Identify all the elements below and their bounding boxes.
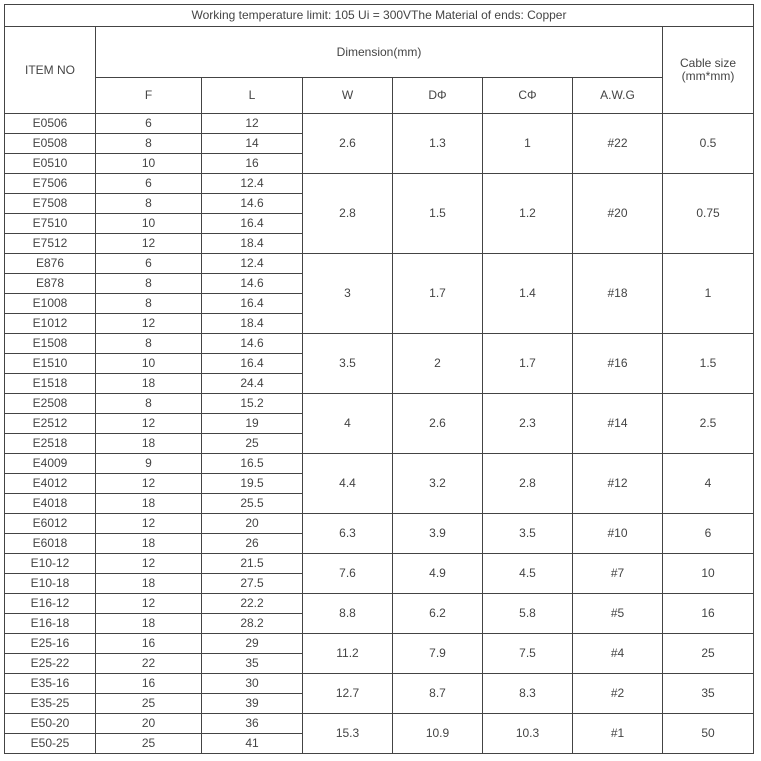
l-cell: 16.4 (202, 294, 303, 314)
l-cell: 27.5 (202, 574, 303, 594)
cable-size-cell: 50 (663, 714, 754, 754)
item-no-cell: E25-22 (5, 654, 96, 674)
c-cell: 8.3 (483, 674, 573, 714)
item-no-cell: E878 (5, 274, 96, 294)
item-no-cell: E16-18 (5, 614, 96, 634)
item-no-cell: E0506 (5, 114, 96, 134)
header-cable-size-line1: Cable size (679, 56, 737, 70)
d-cell: 8.7 (393, 674, 483, 714)
f-cell: 8 (96, 294, 202, 314)
awg-cell: #7 (573, 554, 663, 594)
table-row (5, 454, 754, 474)
item-no-cell: E10-12 (5, 554, 96, 574)
f-cell: 8 (96, 394, 202, 414)
awg-cell: #18 (573, 254, 663, 334)
f-cell: 18 (96, 574, 202, 594)
item-no-cell: E876 (5, 254, 96, 274)
d-cell: 3.2 (393, 454, 483, 514)
awg-cell: #10 (573, 514, 663, 554)
awg-cell: #16 (573, 334, 663, 394)
table-row (5, 174, 754, 194)
w-cell: 2.6 (303, 114, 393, 174)
l-cell: 14.6 (202, 334, 303, 354)
f-cell: 18 (96, 534, 202, 554)
cable-size-cell: 10 (663, 554, 754, 594)
l-cell: 29 (202, 634, 303, 654)
d-cell: 10.9 (393, 714, 483, 754)
awg-cell: #12 (573, 454, 663, 514)
item-no-cell: E2518 (5, 434, 96, 454)
l-cell: 12 (202, 114, 303, 134)
c-cell: 1.2 (483, 174, 573, 254)
l-cell: 15.2 (202, 394, 303, 414)
awg-cell: #2 (573, 674, 663, 714)
l-cell: 18.4 (202, 234, 303, 254)
c-cell: 5.8 (483, 594, 573, 634)
w-cell: 8.8 (303, 594, 393, 634)
f-cell: 8 (96, 334, 202, 354)
f-cell: 12 (96, 554, 202, 574)
c-cell: 2.8 (483, 454, 573, 514)
f-cell: 25 (96, 694, 202, 714)
d-cell: 7.9 (393, 634, 483, 674)
item-no-cell: E7512 (5, 234, 96, 254)
c-cell: 1 (483, 114, 573, 174)
item-no-cell: E4009 (5, 454, 96, 474)
l-cell: 25.5 (202, 494, 303, 514)
table-row (5, 394, 754, 414)
header-cable-size (663, 27, 754, 114)
d-cell: 4.9 (393, 554, 483, 594)
item-no-cell: E4018 (5, 494, 96, 514)
w-cell: 15.3 (303, 714, 393, 754)
f-cell: 6 (96, 114, 202, 134)
l-cell: 39 (202, 694, 303, 714)
cable-size-cell: 16 (663, 594, 754, 634)
awg-cell: #1 (573, 714, 663, 754)
f-cell: 6 (96, 174, 202, 194)
item-no-cell: E7506 (5, 174, 96, 194)
l-cell: 24.4 (202, 374, 303, 394)
w-cell: 3.5 (303, 334, 393, 394)
d-cell: 6.2 (393, 594, 483, 634)
item-no-cell: E1508 (5, 334, 96, 354)
f-cell: 16 (96, 634, 202, 654)
header-cable-size-line2: (mm*mm) (681, 69, 735, 83)
table-row (5, 514, 754, 534)
item-no-cell: E6012 (5, 514, 96, 534)
l-cell: 36 (202, 714, 303, 734)
f-cell: 12 (96, 414, 202, 434)
l-cell: 16 (202, 154, 303, 174)
c-cell: 7.5 (483, 634, 573, 674)
l-cell: 16.4 (202, 214, 303, 234)
item-no-cell: E50-25 (5, 734, 96, 754)
item-no-cell: E16-12 (5, 594, 96, 614)
header-l: L (202, 78, 303, 114)
header-item-no: ITEM NO (5, 27, 96, 114)
cable-size-cell: 1.5 (663, 334, 754, 394)
awg-cell: #4 (573, 634, 663, 674)
item-no-cell: E2512 (5, 414, 96, 434)
f-cell: 12 (96, 234, 202, 254)
l-cell: 20 (202, 514, 303, 534)
item-no-cell: E0508 (5, 134, 96, 154)
header-w: W (303, 78, 393, 114)
item-no-cell: E1510 (5, 354, 96, 374)
l-cell: 18.4 (202, 314, 303, 334)
f-cell: 20 (96, 714, 202, 734)
l-cell: 19 (202, 414, 303, 434)
w-cell: 4.4 (303, 454, 393, 514)
table-row (5, 714, 754, 734)
header-dimension: Dimension(mm) (96, 27, 663, 78)
f-cell: 18 (96, 614, 202, 634)
l-cell: 41 (202, 734, 303, 754)
f-cell: 10 (96, 354, 202, 374)
f-cell: 16 (96, 674, 202, 694)
cable-size-cell: 2.5 (663, 394, 754, 454)
f-cell: 10 (96, 154, 202, 174)
f-cell: 9 (96, 454, 202, 474)
item-no-cell: E7510 (5, 214, 96, 234)
l-cell: 14.6 (202, 274, 303, 294)
item-no-cell: E1012 (5, 314, 96, 334)
w-cell: 6.3 (303, 514, 393, 554)
l-cell: 30 (202, 674, 303, 694)
table-row (5, 254, 754, 274)
table-row (5, 674, 754, 694)
c-cell: 4.5 (483, 554, 573, 594)
awg-cell: #5 (573, 594, 663, 634)
w-cell: 7.6 (303, 554, 393, 594)
cable-size-cell: 35 (663, 674, 754, 714)
w-cell: 12.7 (303, 674, 393, 714)
item-no-cell: E50-20 (5, 714, 96, 734)
table-title: Working temperature limit: 105 Ui = 300VThe Material of ends: Copper (5, 5, 754, 27)
l-cell: 12.4 (202, 254, 303, 274)
l-cell: 16.4 (202, 354, 303, 374)
l-cell: 16.5 (202, 454, 303, 474)
l-cell: 14.6 (202, 194, 303, 214)
table-row (5, 634, 754, 654)
f-cell: 10 (96, 214, 202, 234)
f-cell: 18 (96, 374, 202, 394)
cable-size-cell: 1 (663, 254, 754, 334)
c-cell: 1.7 (483, 334, 573, 394)
c-cell: 10.3 (483, 714, 573, 754)
l-cell: 19.5 (202, 474, 303, 494)
w-cell: 11.2 (303, 634, 393, 674)
awg-cell: #22 (573, 114, 663, 174)
d-cell: 2.6 (393, 394, 483, 454)
f-cell: 12 (96, 594, 202, 614)
l-cell: 28.2 (202, 614, 303, 634)
item-no-cell: E6018 (5, 534, 96, 554)
header-awg: A.W.G (573, 78, 663, 114)
d-cell: 3.9 (393, 514, 483, 554)
w-cell: 2.8 (303, 174, 393, 254)
w-cell: 3 (303, 254, 393, 334)
f-cell: 12 (96, 474, 202, 494)
l-cell: 21.5 (202, 554, 303, 574)
f-cell: 6 (96, 254, 202, 274)
table-body (5, 114, 754, 754)
header-f: F (96, 78, 202, 114)
cable-size-cell: 4 (663, 454, 754, 514)
item-no-cell: E35-25 (5, 694, 96, 714)
cable-size-cell: 25 (663, 634, 754, 674)
cable-size-cell: 0.75 (663, 174, 754, 254)
c-cell: 3.5 (483, 514, 573, 554)
d-cell: 1.5 (393, 174, 483, 254)
table-row (5, 594, 754, 614)
item-no-cell: E4012 (5, 474, 96, 494)
l-cell: 14 (202, 134, 303, 154)
table-row (5, 334, 754, 354)
item-no-cell: E35-16 (5, 674, 96, 694)
item-no-cell: E1518 (5, 374, 96, 394)
item-no-cell: E2508 (5, 394, 96, 414)
item-no-cell: E10-18 (5, 574, 96, 594)
c-cell: 1.4 (483, 254, 573, 334)
l-cell: 25 (202, 434, 303, 454)
f-cell: 22 (96, 654, 202, 674)
item-no-cell: E0510 (5, 154, 96, 174)
table-row (5, 554, 754, 574)
spec-table (4, 4, 754, 754)
f-cell: 8 (96, 194, 202, 214)
l-cell: 26 (202, 534, 303, 554)
c-cell: 2.3 (483, 394, 573, 454)
w-cell: 4 (303, 394, 393, 454)
header-c: CΦ (483, 78, 573, 114)
f-cell: 8 (96, 274, 202, 294)
table-row (5, 114, 754, 134)
f-cell: 8 (96, 134, 202, 154)
cable-size-cell: 6 (663, 514, 754, 554)
f-cell: 12 (96, 314, 202, 334)
d-cell: 2 (393, 334, 483, 394)
l-cell: 22.2 (202, 594, 303, 614)
f-cell: 25 (96, 734, 202, 754)
d-cell: 1.3 (393, 114, 483, 174)
item-no-cell: E1008 (5, 294, 96, 314)
l-cell: 12.4 (202, 174, 303, 194)
header-d: DΦ (393, 78, 483, 114)
awg-cell: #20 (573, 174, 663, 254)
cable-size-cell: 0.5 (663, 114, 754, 174)
awg-cell: #14 (573, 394, 663, 454)
d-cell: 1.7 (393, 254, 483, 334)
item-no-cell: E7508 (5, 194, 96, 214)
item-no-cell: E25-16 (5, 634, 96, 654)
l-cell: 35 (202, 654, 303, 674)
f-cell: 12 (96, 514, 202, 534)
f-cell: 18 (96, 434, 202, 454)
f-cell: 18 (96, 494, 202, 514)
